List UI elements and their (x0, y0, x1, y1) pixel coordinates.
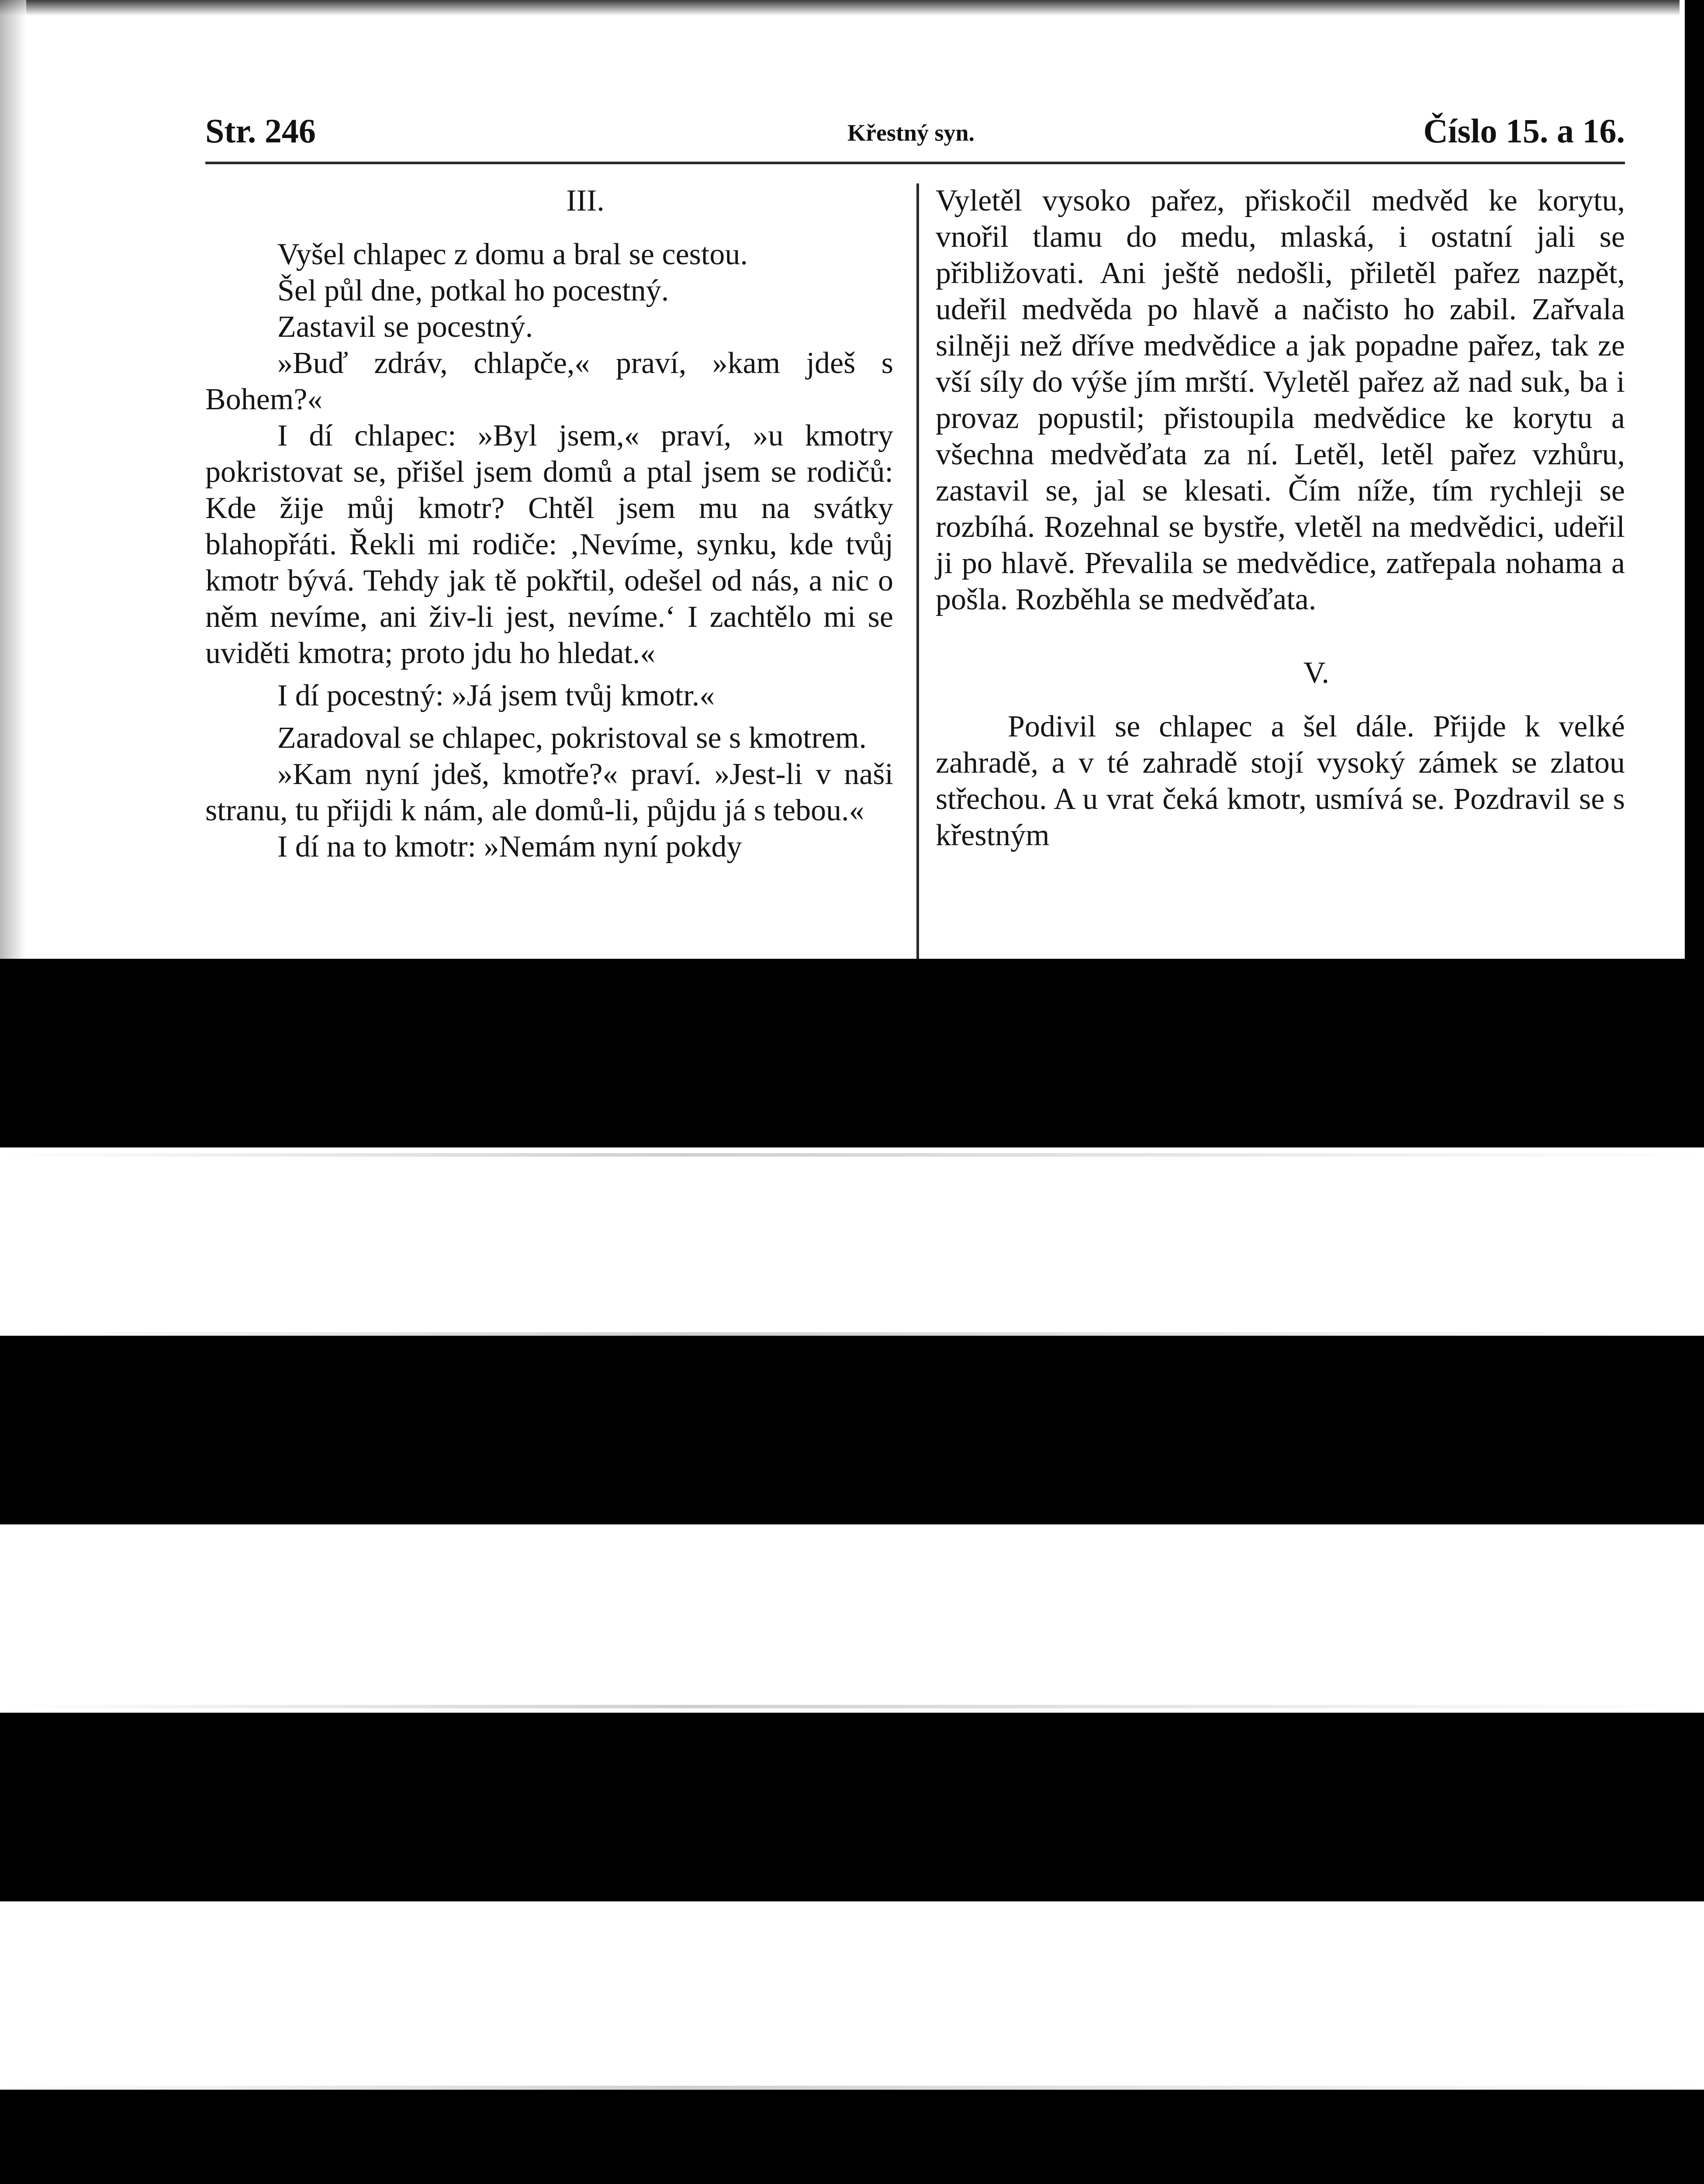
scan-artifact-stripe (0, 1153, 1704, 1157)
column-divider (916, 183, 919, 959)
scan-left-edge (0, 0, 26, 959)
scan-artifact-stripe (0, 2086, 1704, 2089)
redaction-band (0, 2090, 1704, 2184)
page-number: Str. 246 (205, 112, 316, 150)
scan-artifact-stripe (0, 1705, 1704, 1708)
right-column (936, 183, 1625, 854)
scan-artifact-stripe (0, 1332, 1704, 1336)
scan-right-margin (1680, 0, 1685, 959)
paragraph: Vyšel chlapec z domu a bral se cestou. (277, 238, 748, 271)
paragraph: I dí chlapec: »Byl jsem,« praví, »u kmotry pokristovat se, přišel jsem domů a ptal jsem se rodičů: Kde žije můj kmotr? Chtěl jsem mu na svátky blahopřáti. Řekli mi rodiče: ‚Nevíme, synku, kde tvůj kmotr bývá. Tehdy jak tě pokřtil, odešel od nás, a nic o něm nevíme, ani živ-li jest, nevíme.‘ I zachtělo mi se uviděti kmotra; proto jdu ho hledat.« (205, 419, 893, 670)
issue-number: Číslo 15. a 16. (1423, 112, 1625, 150)
running-title: Křestný syn. (847, 120, 975, 146)
running-head (205, 111, 1625, 164)
paragraph: I dí pocestný: »Já jsem tvůj kmotr.« (277, 679, 715, 712)
paragraph: Vyletěl vysoko pařez, přiskočil medvěd ke korytu, vnořil tlamu do medu, mlaská, i ostatní jali se přibližovati. Ani ještě nedošli, přiletěl pařez nazpět, udeřil medvěda po hlavě a načisto ho zabil. Zařvala silněji než dříve medvědice a jak popadne pařez, tak ze vší síly do výše jím mrští. Vyletěl pařez až nad suk, ba i provaz popustil; přistoupila medvědice ke korytu a všechna medvěďata za ní. Letěl, letěl pařez vzhůru, zastavil se, jal se klesati. Čím níže, tím rychleji se rozbíhá. Rozehnal se bystře, vletěl na medvědici, udeřil ji po hlavě. Převalila se medvědice, zatřepala nohama a pošla. Rozběhla se medvěďata. (936, 184, 1625, 616)
paragraph: »Buď zdráv, chlapče,« praví, »kam jdeš s Bohem?« (205, 346, 893, 416)
paragraph: »Kam nyní jdeš, kmotře?« praví. »Jest-li v naši stranu, tu přijdi k nám, ale domů-li, půjdu já s tebou.« (205, 757, 893, 827)
header-rule (205, 162, 1625, 164)
scan-right-edge (1685, 0, 1704, 959)
paragraph: I dí na to kmotr: »Nemám nyní pokdy (277, 830, 742, 864)
section-title: V. (1303, 656, 1330, 690)
paragraph: Zastavil se pocestný. (277, 310, 533, 344)
left-column (205, 183, 893, 865)
scanned-page (0, 0, 1704, 959)
paragraph: Podivil se chlapec a šel dále. Přijde k velké zahradě, a v té zahradě stojí vysoký zámek se zlatou střechou. A u vrat čeká kmotr, usmívá se. Pozdravil se s křestným (936, 710, 1625, 852)
paragraph: Zaradoval se chlapec, pokristoval se s kmotrem. (277, 721, 867, 755)
scan-top-edge (0, 0, 1704, 16)
redaction-band (0, 959, 1704, 1147)
redaction-band (0, 1713, 1704, 1901)
redaction-band (0, 1336, 1704, 1524)
paragraph: Šel půl dne, potkal ho pocestný. (277, 274, 669, 308)
section-title: III. (566, 184, 605, 218)
